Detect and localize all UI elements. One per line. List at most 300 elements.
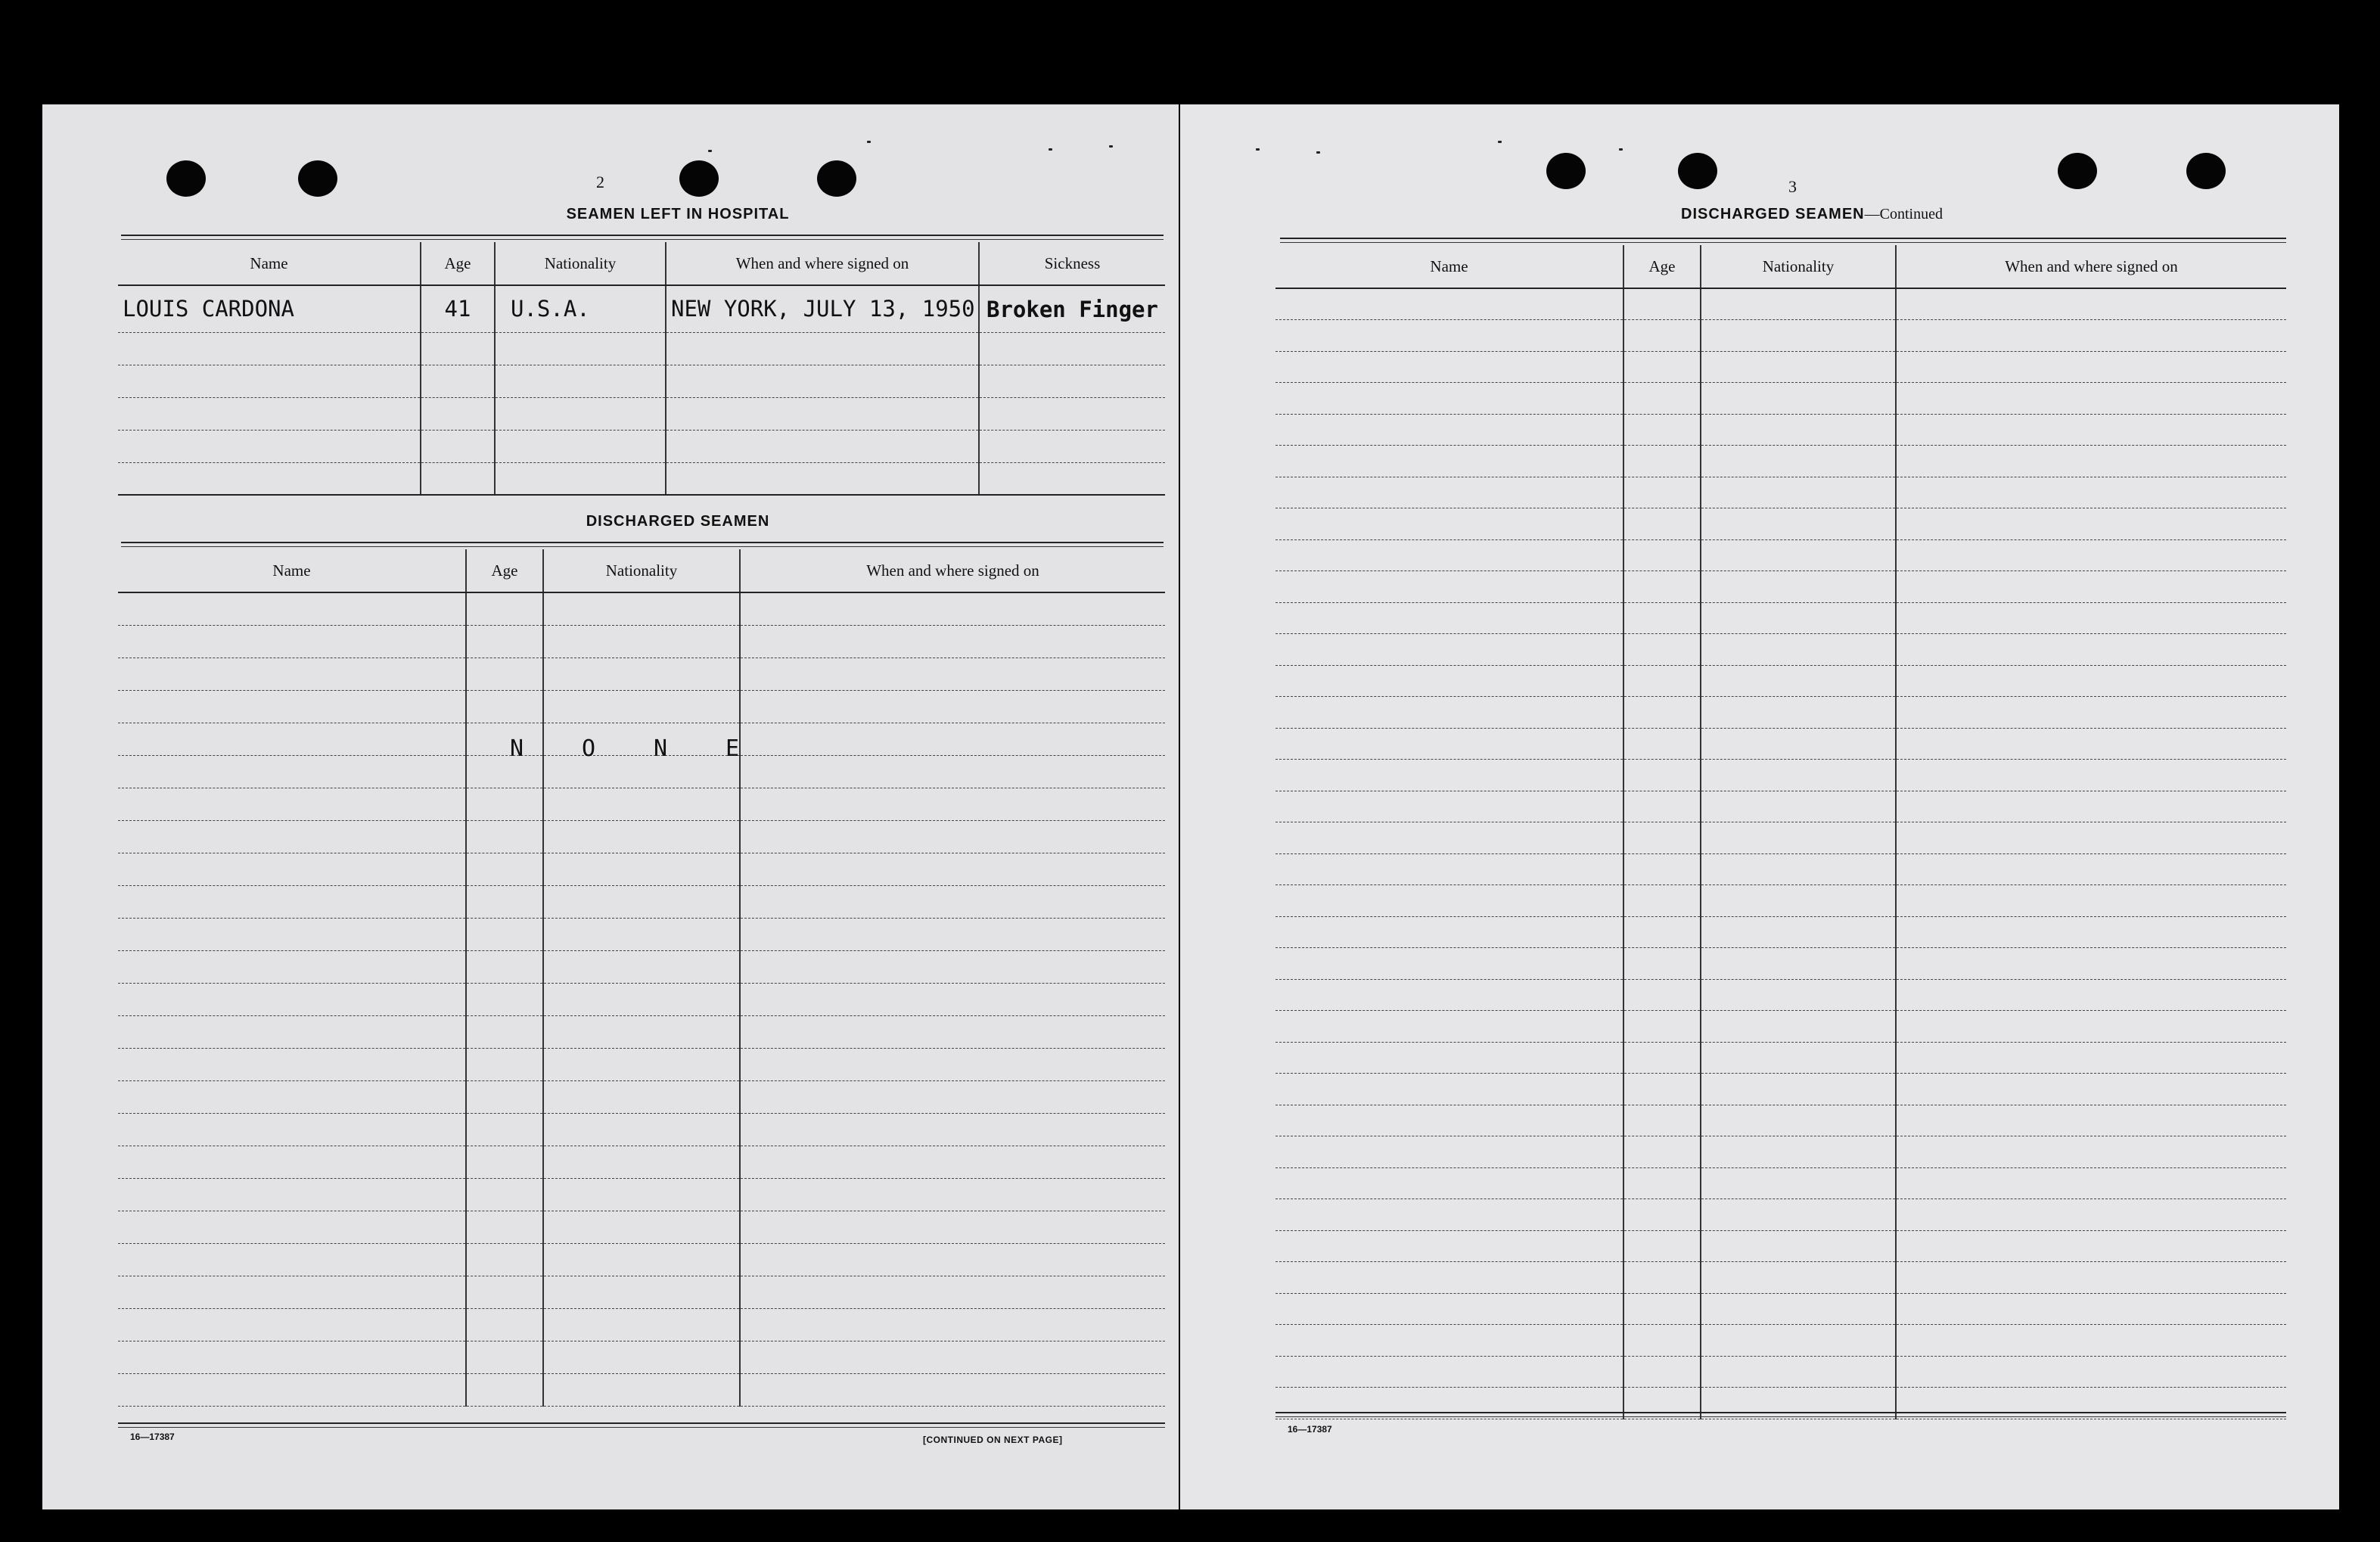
- cell-name: [1275, 288, 1623, 320]
- cell-nationality: [543, 885, 740, 918]
- cell-signed-on: [740, 853, 1165, 885]
- cell-signed-on: [740, 1178, 1165, 1211]
- cell-name: [1275, 1167, 1623, 1199]
- table-row: [118, 983, 1165, 1015]
- table-row: [1275, 665, 2286, 697]
- cell-signed-on: [666, 332, 979, 365]
- speck: [867, 141, 871, 143]
- cell-nationality: [1701, 634, 1896, 666]
- cell-nationality: [1701, 853, 1896, 885]
- table-row: [1275, 1136, 2286, 1168]
- discharged-continued-table: [1275, 245, 2286, 1419]
- cell-nationality: [1701, 414, 1896, 446]
- table-row: [1275, 1011, 2286, 1043]
- cell-age: [466, 1048, 543, 1080]
- cell-nationality: [1701, 1105, 1896, 1136]
- cell-name: [1275, 791, 1623, 822]
- cell-name: [118, 1113, 466, 1146]
- cell-name: [118, 1276, 466, 1308]
- bottom-rule: [118, 1422, 1165, 1424]
- cell-name: [118, 625, 466, 658]
- cell-age: [1623, 1136, 1701, 1168]
- cell-signed-on: [1896, 288, 2286, 320]
- discharged-section-title: DISCHARGED SEAMEN: [586, 513, 770, 530]
- cell-age: [466, 1276, 543, 1308]
- cell-nationality: [543, 1048, 740, 1080]
- cell-age: [1623, 1293, 1701, 1325]
- cell-age: [466, 820, 543, 853]
- table-row: [118, 820, 1165, 853]
- column-header-name: Name: [118, 549, 466, 592]
- cell-age: [1623, 728, 1701, 760]
- form-number: 16—17387: [130, 1432, 175, 1442]
- cell-name: [118, 853, 466, 885]
- cell-name: [1275, 1074, 1623, 1105]
- cell-nationality: [1701, 665, 1896, 697]
- cell-signed-on: [1896, 1011, 2286, 1043]
- cell-nationality: [495, 365, 666, 397]
- table-row: [118, 918, 1165, 950]
- cell-signed-on: [1896, 822, 2286, 854]
- cell-name: [1275, 414, 1623, 446]
- cell-name: [1275, 1042, 1623, 1074]
- cell-age: [1623, 916, 1701, 948]
- cell-nationality: [543, 918, 740, 950]
- cell-age: [1623, 571, 1701, 603]
- cell-signed-on: [740, 755, 1165, 788]
- cell-age: [1623, 1074, 1701, 1105]
- cell-name: [118, 723, 466, 755]
- cell-signed-on: [1896, 1105, 2286, 1136]
- table-row: [118, 1341, 1165, 1373]
- cell-nationality: [543, 625, 740, 658]
- cell-signed-on: [740, 1015, 1165, 1048]
- cell-signed-on: [1896, 1199, 2286, 1231]
- cell-nationality: [1701, 885, 1896, 917]
- cell-nationality: [1701, 697, 1896, 729]
- table-header-row: [118, 549, 1165, 592]
- title-text: DISCHARGED SEAMEN: [1681, 206, 1865, 222]
- cell-sickness: [979, 397, 1165, 430]
- cell-signed-on: [1896, 916, 2286, 948]
- punch-hole: [817, 160, 856, 197]
- cell-signed-on: [1896, 728, 2286, 760]
- table-row: [118, 885, 1165, 918]
- cell-signed-on: [1896, 320, 2286, 352]
- column-header-signed-on: When and where signed on: [740, 549, 1165, 592]
- cell-age: [1623, 760, 1701, 791]
- cell-signed-on: [1896, 1388, 2286, 1419]
- table-row: [118, 658, 1165, 690]
- table-row: [118, 625, 1165, 658]
- table-row: [118, 853, 1165, 885]
- cell-name: [118, 365, 421, 397]
- cell-nationality: [543, 983, 740, 1015]
- table-row: [118, 1015, 1165, 1048]
- table-header-row: [1275, 245, 2286, 288]
- table-row: [1275, 1105, 2286, 1136]
- cell-age: [1623, 414, 1701, 446]
- cell-age: [421, 397, 495, 430]
- speck: [1049, 148, 1052, 151]
- cell-signed-on: [740, 1113, 1165, 1146]
- cell-nationality: [1701, 1167, 1896, 1199]
- cell-nationality: [543, 1015, 740, 1048]
- table-row: [118, 365, 1165, 397]
- table-row: [1275, 822, 2286, 854]
- cell-signed-on: [1896, 1325, 2286, 1357]
- hospital-table: [118, 242, 1165, 496]
- cell-age: [1623, 697, 1701, 729]
- table-row: [118, 1211, 1165, 1243]
- cell-nationality: [1701, 1293, 1896, 1325]
- cell-age: [1623, 1105, 1701, 1136]
- cell-name: [1275, 1105, 1623, 1136]
- section-rule: [121, 239, 1164, 240]
- cell-nationality: [543, 1146, 740, 1178]
- cell-signed-on: [740, 625, 1165, 658]
- speck: [1109, 145, 1113, 148]
- cell-nationality: [543, 1308, 740, 1341]
- cell-signed-on: [1896, 979, 2286, 1011]
- right-page: [1180, 104, 2339, 1509]
- column-header-name: Name: [1275, 245, 1623, 288]
- cell-nationality: [1701, 1356, 1896, 1388]
- cell-name: [1275, 1230, 1623, 1262]
- cell-signed-on: [740, 1146, 1165, 1178]
- cell-signed-on: [1896, 697, 2286, 729]
- cell-nationality: [1701, 1199, 1896, 1231]
- bottom-rule: [118, 1427, 1165, 1428]
- cell-nationality: [543, 690, 740, 723]
- cell-signed-on: [740, 1308, 1165, 1341]
- cell-nationality: [495, 332, 666, 365]
- cell-nationality: [1701, 916, 1896, 948]
- cell-signed-on: [740, 1211, 1165, 1243]
- cell-name: [118, 690, 466, 723]
- cell-nationality: [1701, 539, 1896, 571]
- cell-name: [118, 1080, 466, 1113]
- cell-age: [466, 592, 543, 625]
- table-row: [118, 1146, 1165, 1178]
- cell-nationality: [543, 1080, 740, 1113]
- cell-age: [466, 1146, 543, 1178]
- column-header-signed-on: When and where signed on: [666, 242, 979, 285]
- cell-name: [1275, 446, 1623, 477]
- cell-signed-on: [1896, 948, 2286, 980]
- cell-nationality: [543, 1341, 740, 1373]
- cell-signed-on: [740, 690, 1165, 723]
- column-header-name: Name: [118, 242, 421, 285]
- cell-name: [118, 788, 466, 820]
- cell-signed-on: [740, 1243, 1165, 1276]
- title-suffix: —Continued: [1864, 206, 1943, 222]
- column-header-age: Age: [1623, 245, 1701, 288]
- cell-age: [1623, 1388, 1701, 1419]
- cell-nationality: [495, 397, 666, 430]
- table-row: [1275, 1325, 2286, 1357]
- cell-signed-on: [1896, 539, 2286, 571]
- cell-age: [466, 1243, 543, 1276]
- cell-age: [466, 983, 543, 1015]
- cell-age: [466, 853, 543, 885]
- table-row: [118, 430, 1165, 462]
- cell-age: [421, 365, 495, 397]
- table-row: [118, 1178, 1165, 1211]
- cell-age: [466, 1341, 543, 1373]
- section-rule: [1280, 238, 2286, 239]
- cell-age: [1623, 508, 1701, 540]
- cell-nationality: [543, 788, 740, 820]
- table-row: [118, 462, 1165, 495]
- cell-nationality: [543, 1243, 740, 1276]
- cell-name: [1275, 1199, 1623, 1231]
- cell-signed-on: [740, 1373, 1165, 1406]
- table-row: [1275, 288, 2286, 320]
- cell-age: [1623, 1262, 1701, 1294]
- cell-nationality: [1701, 288, 1896, 320]
- cell-age: [466, 1373, 543, 1406]
- cell-nationality: [1701, 383, 1896, 415]
- cell-nationality: [1701, 602, 1896, 634]
- cell-name: [1275, 602, 1623, 634]
- cell-name: [118, 332, 421, 365]
- cell-signed-on: [1896, 1167, 2286, 1199]
- bottom-rule: [1275, 1416, 2286, 1417]
- cell-nationality: [1701, 571, 1896, 603]
- page-number: 2: [596, 173, 604, 191]
- cell-signed-on: [740, 1341, 1165, 1373]
- cell-name: [1275, 853, 1623, 885]
- table-row: [1275, 1388, 2286, 1419]
- table-row: [1275, 1293, 2286, 1325]
- table-row: [1275, 351, 2286, 383]
- cell-age: [1623, 1230, 1701, 1262]
- cell-name: [1275, 1262, 1623, 1294]
- cell-signed-on: [740, 1080, 1165, 1113]
- table-row: [1275, 885, 2286, 917]
- cell-age: [466, 658, 543, 690]
- table-row: [118, 397, 1165, 430]
- cell-age: [1623, 1042, 1701, 1074]
- punch-hole: [2058, 153, 2097, 189]
- cell-nationality: [1701, 1230, 1896, 1262]
- column-header-sickness: Sickness: [979, 242, 1165, 285]
- cell-name: [118, 592, 466, 625]
- table-row: [118, 1080, 1165, 1113]
- cell-nationality: [1701, 1011, 1896, 1043]
- cell-signed-on: [1896, 1042, 2286, 1074]
- cell-name: [118, 462, 421, 495]
- table-row: [1275, 602, 2286, 634]
- cell-sickness: [979, 365, 1165, 397]
- cell-name: [118, 918, 466, 950]
- cell-name: [1275, 948, 1623, 980]
- cell-age: [1623, 822, 1701, 854]
- cell-nationality: [1701, 1388, 1896, 1419]
- cell-signed-on: [1896, 1293, 2286, 1325]
- cell-sickness: [979, 332, 1165, 365]
- cell-age: [466, 1308, 543, 1341]
- cell-nationality: [1701, 1042, 1896, 1074]
- cell-signed-on: [1896, 508, 2286, 540]
- punch-hole: [679, 160, 719, 197]
- table-row: [1275, 383, 2286, 415]
- cell-name: [118, 1211, 466, 1243]
- cell-name: [118, 397, 421, 430]
- cell-age: [1623, 634, 1701, 666]
- cell-signed-on: [1896, 414, 2286, 446]
- column-header-nationality: Nationality: [495, 242, 666, 285]
- table-row: [1275, 571, 2286, 603]
- cell-sickness: [979, 430, 1165, 462]
- cell-age: [421, 430, 495, 462]
- table-row: [1275, 760, 2286, 791]
- cell-name: [118, 755, 466, 788]
- stamp-letter: E: [725, 735, 740, 762]
- cell-age: [421, 332, 495, 365]
- cell-signed-on: [740, 658, 1165, 690]
- cell-name: [1275, 477, 1623, 508]
- table-row: [1275, 1167, 2286, 1199]
- cell-name: [1275, 979, 1623, 1011]
- cell-name: [1275, 571, 1623, 603]
- table-row: [1275, 697, 2286, 729]
- cell-age: [1623, 1199, 1701, 1231]
- cell-nationality: [1701, 1074, 1896, 1105]
- table-row: [1275, 791, 2286, 822]
- cell-signed-on: [1896, 1356, 2286, 1388]
- cell-signed-on: [666, 430, 979, 462]
- punch-hole: [298, 160, 337, 197]
- table-row: [1275, 320, 2286, 352]
- cell-nationality: U.S.A.: [495, 285, 666, 332]
- cell-sickness: [979, 462, 1165, 495]
- table-row: [118, 285, 1165, 332]
- cell-name: [118, 1146, 466, 1178]
- column-header-nationality: Nationality: [1701, 245, 1896, 288]
- cell-nationality: [1701, 477, 1896, 508]
- cell-age: [1623, 1356, 1701, 1388]
- cell-age: [1623, 351, 1701, 383]
- cell-nationality: [1701, 1325, 1896, 1357]
- column-header-age: Age: [421, 242, 495, 285]
- table-row: [1275, 539, 2286, 571]
- cell-nationality: [495, 462, 666, 495]
- cell-age: [1623, 1167, 1701, 1199]
- cell-age: [421, 462, 495, 495]
- cell-age: [466, 1015, 543, 1048]
- table-row: [118, 1048, 1165, 1080]
- cell-nationality: [1701, 728, 1896, 760]
- cell-signed-on: [740, 950, 1165, 983]
- table-row: [118, 788, 1165, 820]
- cell-nationality: [1701, 760, 1896, 791]
- cell-signed-on: [1896, 885, 2286, 917]
- cell-name: [118, 1373, 466, 1406]
- cell-nationality: [543, 1113, 740, 1146]
- cell-name: [118, 1341, 466, 1373]
- cell-age: [1623, 665, 1701, 697]
- table-row: [1275, 1356, 2286, 1388]
- speck: [1316, 151, 1320, 154]
- cell-age: [1623, 539, 1701, 571]
- table-row: [1275, 446, 2286, 477]
- cell-name: [1275, 760, 1623, 791]
- cell-name: [118, 1015, 466, 1048]
- cell-name: [118, 1308, 466, 1341]
- table-row: [1275, 1262, 2286, 1294]
- cell-name: [118, 820, 466, 853]
- hospital-section-title: SEAMEN LEFT IN HOSPITAL: [566, 206, 790, 222]
- cell-name: [1275, 665, 1623, 697]
- cell-age: [466, 950, 543, 983]
- discharged-table: [118, 549, 1165, 1407]
- cell-signed-on: [740, 788, 1165, 820]
- table-row: [118, 1276, 1165, 1308]
- speck: [708, 150, 712, 152]
- table-row: [118, 1308, 1165, 1341]
- speck: [1619, 148, 1623, 151]
- cell-age: [466, 625, 543, 658]
- cell-name: [1275, 1011, 1623, 1043]
- cell-nationality: [543, 592, 740, 625]
- punch-hole: [2186, 153, 2226, 189]
- cell-name: [1275, 916, 1623, 948]
- cell-age: [1623, 383, 1701, 415]
- cell-nationality: [1701, 508, 1896, 540]
- column-header-age: Age: [466, 549, 543, 592]
- cell-signed-on: [1896, 634, 2286, 666]
- form-number: 16—17387: [1288, 1424, 1332, 1435]
- cell-name: [1275, 697, 1623, 729]
- cell-name: [1275, 320, 1623, 352]
- table-row: [118, 1373, 1165, 1406]
- section-rule: [1280, 242, 2286, 243]
- cell-name: [1275, 1325, 1623, 1357]
- table-row: [1275, 728, 2286, 760]
- table-row: [1275, 948, 2286, 980]
- cell-signed-on: [1896, 571, 2286, 603]
- cell-signed-on: [1896, 760, 2286, 791]
- cell-age: [1623, 791, 1701, 822]
- cell-name: [1275, 508, 1623, 540]
- punch-hole: [166, 160, 206, 197]
- cell-signed-on: [740, 723, 1165, 755]
- cell-name: [118, 658, 466, 690]
- cell-age: [1623, 602, 1701, 634]
- cell-age: [466, 788, 543, 820]
- section-rule: [121, 542, 1164, 543]
- cell-name: [118, 983, 466, 1015]
- table-row: [118, 1113, 1165, 1146]
- cell-signed-on: [1896, 791, 2286, 822]
- cell-age: [466, 918, 543, 950]
- none-stamp: [510, 735, 797, 762]
- cell-sickness: Broken Finger: [979, 285, 1165, 332]
- cell-age: [466, 1178, 543, 1211]
- cell-age: [1623, 446, 1701, 477]
- cell-signed-on: [1896, 446, 2286, 477]
- cell-signed-on: [1896, 1230, 2286, 1262]
- cell-name: [1275, 1388, 1623, 1419]
- table-header-row: [118, 242, 1165, 285]
- table-row: [1275, 1230, 2286, 1262]
- cell-name: [1275, 885, 1623, 917]
- cell-age: [1623, 885, 1701, 917]
- cell-nationality: [495, 430, 666, 462]
- cell-age: [1623, 320, 1701, 352]
